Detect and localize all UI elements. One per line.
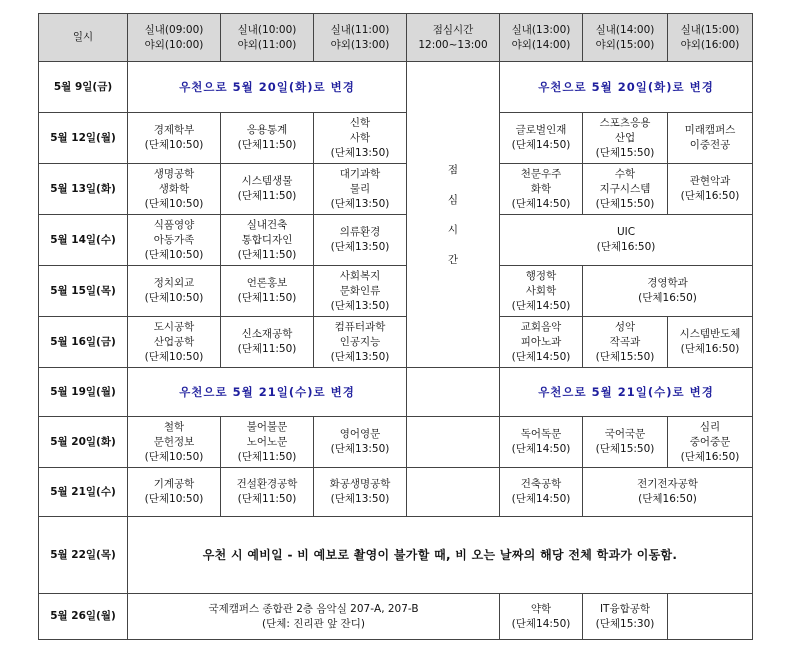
dept-cell: 국어국문 (단체15:50) bbox=[583, 417, 668, 468]
dept-cell: 건축공학 (단체14:50) bbox=[500, 468, 583, 517]
dept-cell: IT융합공학 (단체15:30) bbox=[583, 594, 668, 640]
dept-cell: 약학 (단체14:50) bbox=[500, 594, 583, 640]
dept-cell: 정치외교 (단체10:50) bbox=[128, 266, 221, 317]
header-slot-5: 실내(13:00) 야외(14:00) bbox=[500, 14, 583, 62]
row-date: 5월 19일(월) bbox=[39, 368, 128, 417]
dept-cell: 생명공학 생화학 (단체10:50) bbox=[128, 164, 221, 215]
dept-cell: 경제학부 (단체10:50) bbox=[128, 113, 221, 164]
rain-reserve-note: 우천 시 예비일 - 비 예보로 촬영이 불가할 때, 비 오는 날짜의 해당 전체 학과가 이동함. bbox=[128, 517, 753, 594]
header-row bbox=[39, 14, 753, 62]
dept-cell: 대기과학 물리 (단체13:50) bbox=[314, 164, 407, 215]
dept-cell: 관현악과 (단체16:50) bbox=[668, 164, 753, 215]
dept-cell: UIC (단체16:50) bbox=[500, 215, 753, 266]
rain-notice: 우천으로 5월 21일(수)로 변경 bbox=[500, 368, 753, 417]
header-slot-3: 실내(11:00) 야외(13:00) bbox=[314, 14, 407, 62]
row-date: 5월 13일(화) bbox=[39, 164, 128, 215]
table-row bbox=[39, 417, 753, 468]
dept-cell: 의류환경 (단체13:50) bbox=[314, 215, 407, 266]
dept-cell: 신소재공학 (단체11:50) bbox=[221, 317, 314, 368]
dept-cell: 경영학과 (단체16:50) bbox=[583, 266, 753, 317]
dept-cell: 도시공학 산업공학 (단체10:50) bbox=[128, 317, 221, 368]
dept-cell: 전기전자공학 (단체16:50) bbox=[583, 468, 753, 517]
row-date: 5월 22일(목) bbox=[39, 517, 128, 594]
dept-cell: 천문우주 화학 (단체14:50) bbox=[500, 164, 583, 215]
dept-cell: 신학 사학 (단체13:50) bbox=[314, 113, 407, 164]
row-date: 5월 21일(수) bbox=[39, 468, 128, 517]
dept-cell: 화공생명공학 (단체13:50) bbox=[314, 468, 407, 517]
dept-cell: 영어영문 (단체13:50) bbox=[314, 417, 407, 468]
row-date: 5월 26일(월) bbox=[39, 594, 128, 640]
lunch-empty-cell bbox=[407, 368, 500, 417]
dept-cell: 시스템반도체 (단체16:50) bbox=[668, 317, 753, 368]
row-date: 5월 12일(월) bbox=[39, 113, 128, 164]
dept-cell: 독어독문 (단체14:50) bbox=[500, 417, 583, 468]
dept-cell: 수학 지구시스템 (단체15:50) bbox=[583, 164, 668, 215]
rain-notice: 우천으로 5월 20일(화)로 변경 bbox=[500, 62, 753, 113]
lunch-empty-cell bbox=[407, 417, 500, 468]
lunch-break-cell: 점 심 시 간 bbox=[407, 62, 500, 368]
dept-cell: 사회복지 문화인류 (단체13:50) bbox=[314, 266, 407, 317]
table-row bbox=[39, 317, 753, 368]
empty-cell bbox=[668, 594, 753, 640]
header-date: 일시 bbox=[39, 14, 128, 62]
dept-cell: 언론홍보 (단체11:50) bbox=[221, 266, 314, 317]
table-row bbox=[39, 594, 753, 640]
table-row bbox=[39, 62, 753, 113]
dept-cell: 행정학 사회학 (단체14:50) bbox=[500, 266, 583, 317]
dept-cell: 글로벌인재 (단체14:50) bbox=[500, 113, 583, 164]
schedule-table bbox=[38, 13, 753, 640]
header-slot-1: 실내(09:00) 야외(10:00) bbox=[128, 14, 221, 62]
rain-notice: 우천으로 5월 21일(수)로 변경 bbox=[128, 368, 407, 417]
dept-cell: 식품영양 아동가족 (단체10:50) bbox=[128, 215, 221, 266]
dept-cell: 스포츠응용 산업 (단체15:50) bbox=[583, 113, 668, 164]
dept-cell: 시스템생물 (단체11:50) bbox=[221, 164, 314, 215]
table-row bbox=[39, 468, 753, 517]
header-lunch: 점심시간 12:00~13:00 bbox=[407, 14, 500, 62]
row-date: 5월 14일(수) bbox=[39, 215, 128, 266]
dept-cell: 철학 문헌정보 (단체10:50) bbox=[128, 417, 221, 468]
header-slot-6: 실내(14:00) 야외(15:00) bbox=[583, 14, 668, 62]
row-date: 5월 20일(화) bbox=[39, 417, 128, 468]
table-row bbox=[39, 113, 753, 164]
dept-cell: 응용통계 (단체11:50) bbox=[221, 113, 314, 164]
table-row bbox=[39, 266, 753, 317]
dept-cell: 심리 중어중문 (단체16:50) bbox=[668, 417, 753, 468]
table-row bbox=[39, 368, 753, 417]
dept-cell: 불어불문 노어노문 (단체11:50) bbox=[221, 417, 314, 468]
dept-cell: 교회음악 피아노과 (단체14:50) bbox=[500, 317, 583, 368]
table-row bbox=[39, 164, 753, 215]
dept-cell: 성악 작곡과 (단체15:50) bbox=[583, 317, 668, 368]
row-date: 5월 9일(금) bbox=[39, 62, 128, 113]
dept-cell: 기계공학 (단체10:50) bbox=[128, 468, 221, 517]
row-date: 5월 15일(목) bbox=[39, 266, 128, 317]
row-date: 5월 16일(금) bbox=[39, 317, 128, 368]
table-row bbox=[39, 215, 753, 266]
dept-cell: 건설환경공학 (단체11:50) bbox=[221, 468, 314, 517]
rain-notice: 우천으로 5월 20일(화)로 변경 bbox=[128, 62, 407, 113]
header-slot-2: 실내(10:00) 야외(11:00) bbox=[221, 14, 314, 62]
table-row bbox=[39, 517, 753, 594]
dept-cell: 컴퓨터과학 인공지능 (단체13:50) bbox=[314, 317, 407, 368]
location-cell: 국제캠퍼스 종합관 2층 음악실 207-A, 207-B (단체: 진리관 앞 잔디) bbox=[128, 594, 500, 640]
dept-cell: 미래캠퍼스 이중전공 bbox=[668, 113, 753, 164]
lunch-empty-cell bbox=[407, 468, 500, 517]
header-slot-7: 실내(15:00) 야외(16:00) bbox=[668, 14, 753, 62]
dept-cell: 실내건축 통합디자인 (단체11:50) bbox=[221, 215, 314, 266]
